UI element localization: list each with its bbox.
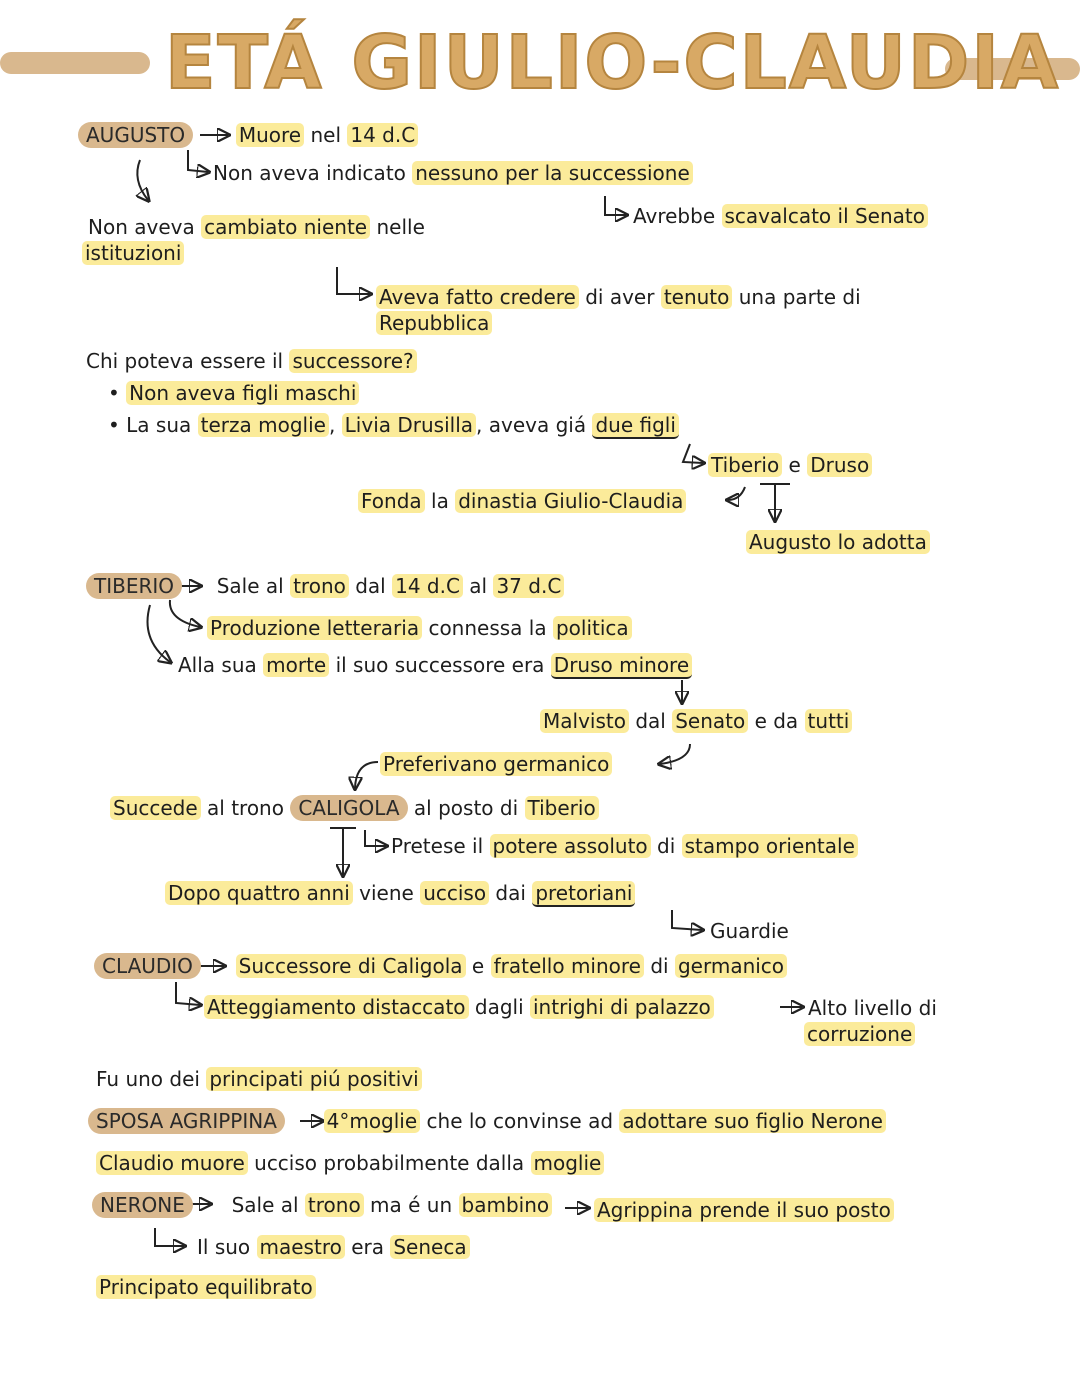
germanico-line: Preferivano germanico xyxy=(380,751,612,777)
successor-bullet-1: • Non aveva figli maschi xyxy=(108,380,359,406)
agrippina-line: SPOSA AGRIPPINA 4°moglie che lo convinse ad adottare suo figlio Nerone xyxy=(88,1108,886,1134)
guardie-line: Guardie xyxy=(710,919,789,943)
corruption-line-2: corruzione xyxy=(804,1021,915,1047)
claudio-death-line: Claudio muore ucciso probabilmente dalla moglie xyxy=(96,1150,604,1176)
seneca-line: Il suo maestro era Seneca xyxy=(197,1234,470,1260)
claudio-tag: CLAUDIO xyxy=(94,953,201,979)
augusto-succession-line: Non aveva indicato nessuno per la successione xyxy=(213,160,693,186)
augusto-institutions-line-2: istituzioni xyxy=(82,240,184,266)
augusto-institutions-line: Non aveva cambiato niente nelle xyxy=(88,215,425,239)
caligola-line: Succede al trono CALIGOLA al posto di Tiberio xyxy=(110,795,599,821)
claudio-attitude-line: Atteggiamento distaccato dagli intrighi di palazzo xyxy=(204,994,714,1020)
agrippina-takes-place: Agrippina prende il suo posto xyxy=(594,1197,894,1223)
claudio-positive-line: Fu uno dei principati piú positivi xyxy=(96,1066,422,1092)
caligola-tag: CALIGOLA xyxy=(290,795,407,821)
nerone-tag: NERONE xyxy=(92,1192,193,1218)
adoption-line: Augusto lo adotta xyxy=(746,529,930,555)
augusto-republic-line: Aveva fatto credere di aver tenuto una parte di xyxy=(376,284,861,310)
agrippina-tag: SPOSA AGRIPPINA xyxy=(88,1108,285,1134)
tiberio-reign-line: TIBERIO Sale al trono dal 14 d.C al 37 d.C xyxy=(86,573,564,599)
claudio-line: CLAUDIO Successore di Caligola e fratello minore di germanico xyxy=(94,953,787,979)
augusto-tag: AUGUSTO xyxy=(78,122,193,148)
tiberio-death-line: Alla sua morte il suo successore era Druso minore xyxy=(178,652,692,678)
corruption-line: Alto livello di xyxy=(808,996,937,1020)
successor-bullet-2: • La sua terza moglie , Livia Drusilla , aveva giá due figli xyxy=(108,412,679,438)
caligola-power-line: Pretese il potere assoluto di stampo orientale xyxy=(391,833,858,859)
tiberio-tag: TIBERIO xyxy=(86,573,182,599)
nerone-line: NERONE Sale al trono ma é un bambino xyxy=(92,1192,552,1218)
augusto-republic-line-2: Repubblica xyxy=(376,310,492,336)
successor-question: Chi poteva essere il successore? xyxy=(86,348,417,374)
sons-line: Tiberio e Druso xyxy=(708,452,872,478)
augusto-death-line: AUGUSTO Muore nel 14 d.C xyxy=(78,122,418,148)
malvisto-line: Malvisto dal Senato e da tutti xyxy=(540,708,852,734)
principato-line: Principato equilibrato xyxy=(96,1274,316,1300)
augusto-senato-line: Avrebbe scavalcato il Senato xyxy=(633,203,928,229)
caligola-death-line: Dopo quattro anni viene ucciso dai pretoriani xyxy=(165,880,635,906)
page-title: ETÁ GIULIO-CLAUDIA xyxy=(165,20,1061,106)
tiberio-literature-line: Produzione letteraria connessa la politica xyxy=(207,615,632,641)
dynasty-line: Fonda la dinastia Giulio-Claudia xyxy=(358,488,686,514)
